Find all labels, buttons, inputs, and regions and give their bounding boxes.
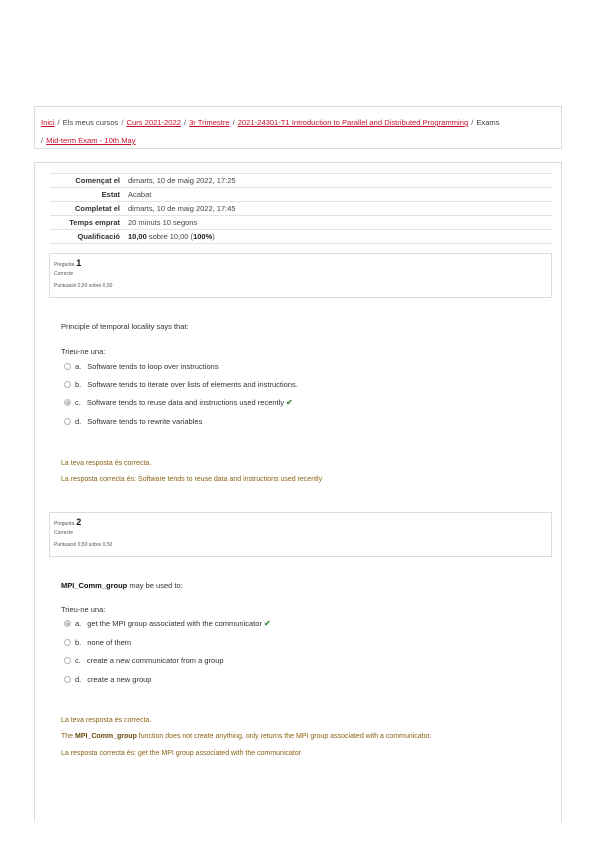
- radio-button-selected[interactable]: [64, 399, 71, 406]
- breadcrumb-exams: Exams: [476, 118, 500, 127]
- check-icon: ✔: [286, 398, 293, 407]
- question-2-right-answer: La resposta correcta és: get the MPI group associated with the communicator: [61, 750, 302, 757]
- question-number: Pregunta 2: [54, 517, 82, 527]
- breadcrumb-term-link[interactable]: 3r Trimestre: [189, 118, 230, 127]
- question-2-answer-a[interactable]: a. get the MPI group associated with the communicator ✔: [64, 619, 271, 628]
- summary-value: Acabat: [128, 190, 152, 199]
- check-icon: ✔: [263, 619, 271, 628]
- summary-label: Començat el: [75, 176, 120, 185]
- breadcrumb-course-link[interactable]: 2021-24301-T1 Introduction to Parallel and Distributed Programming: [237, 118, 469, 127]
- breadcrumb-my-courses: Els meus cursos: [62, 118, 119, 127]
- summary-row-started: [50, 174, 552, 188]
- radio-button[interactable]: [64, 381, 71, 388]
- question-state: Correcte: [54, 271, 74, 277]
- summary-value: 10,00 sobre 10,00 (100%): [128, 232, 215, 241]
- radio-button[interactable]: [64, 676, 71, 683]
- summary-label: Temps emprat: [69, 218, 120, 227]
- question-1-answer-d[interactable]: d. Software tends to rewrite variables: [64, 417, 202, 426]
- radio-button[interactable]: [64, 639, 71, 646]
- question-1-answer-a[interactable]: a. Software tends to loop over instructions: [64, 362, 219, 371]
- question-1-answer-b[interactable]: b. Software tends to iterate over lists of elements and instructions.: [64, 380, 298, 389]
- breadcrumb-year-link[interactable]: Curs 2021-2022: [126, 118, 181, 127]
- summary-label: Qualificació: [77, 232, 120, 241]
- breadcrumb-separator: /: [121, 118, 124, 127]
- question-2-general-feedback: The MPI_Comm_group function does not create anything, only returns the MPI group associated with a communicator.: [61, 733, 432, 740]
- question-1-info: [49, 253, 552, 298]
- question-1-right-answer: La resposta correcta és: Software tends to reuse data and instructions used recently: [61, 476, 323, 483]
- question-grade: Puntuació 0,50 sobre 0,50: [54, 542, 113, 548]
- question-2-prompt: Trieu-ne una:: [61, 605, 106, 614]
- question-2-feedback: La teva resposta és correcta.: [61, 717, 152, 724]
- question-grade: Puntuació 0,50 sobre 0,50: [54, 283, 113, 289]
- summary-value: dimarts, 10 de maig 2022, 17:25: [128, 176, 236, 185]
- radio-button[interactable]: [64, 418, 71, 425]
- summary-label: Completat el: [74, 204, 120, 213]
- question-1-answer-c[interactable]: c. Software tends to reuse data and instructions used recently ✔: [64, 398, 293, 407]
- breadcrumb-separator: /: [57, 118, 60, 127]
- question-1-prompt: Trieu-ne una:: [61, 347, 106, 356]
- breadcrumb-separator: /: [232, 118, 235, 127]
- question-2-text: MPI_Comm_group may be used to:: [61, 581, 183, 590]
- question-2-answer-c[interactable]: c. create a new communicator from a group: [64, 656, 224, 665]
- question-1-text: Principle of temporal locality says that:: [61, 322, 189, 331]
- breadcrumb-separator: /: [471, 118, 474, 127]
- radio-button-selected[interactable]: [64, 620, 71, 627]
- question-number: Pregunta 1: [54, 258, 82, 268]
- question-2-info: [49, 512, 552, 557]
- summary-row-completed: [50, 202, 552, 216]
- summary-row-state: [50, 188, 552, 202]
- question-1-feedback: La teva resposta és correcta.: [61, 460, 152, 467]
- breadcrumb-quiz-link[interactable]: Mid-term Exam - 10th May: [46, 136, 136, 145]
- question-2-answer-d[interactable]: d. create a new group: [64, 675, 151, 684]
- summary-value: 20 minuts 10 segons: [128, 218, 198, 227]
- summary-row-grade: [50, 230, 552, 244]
- attempt-summary: [50, 173, 552, 244]
- breadcrumb-separator: /: [183, 118, 187, 127]
- breadcrumb-home-link[interactable]: Inici: [41, 118, 55, 127]
- question-state: Correcte: [54, 530, 74, 536]
- radio-button[interactable]: [64, 363, 71, 370]
- summary-row-time-taken: [50, 216, 552, 230]
- radio-button[interactable]: [64, 657, 71, 664]
- summary-label: Estat: [101, 190, 120, 199]
- question-2-answer-b[interactable]: b. none of them: [64, 638, 131, 647]
- breadcrumb-separator: /: [41, 136, 44, 145]
- breadcrumb: [34, 106, 562, 149]
- summary-value: dimarts, 10 de maig 2022, 17:45: [128, 204, 236, 213]
